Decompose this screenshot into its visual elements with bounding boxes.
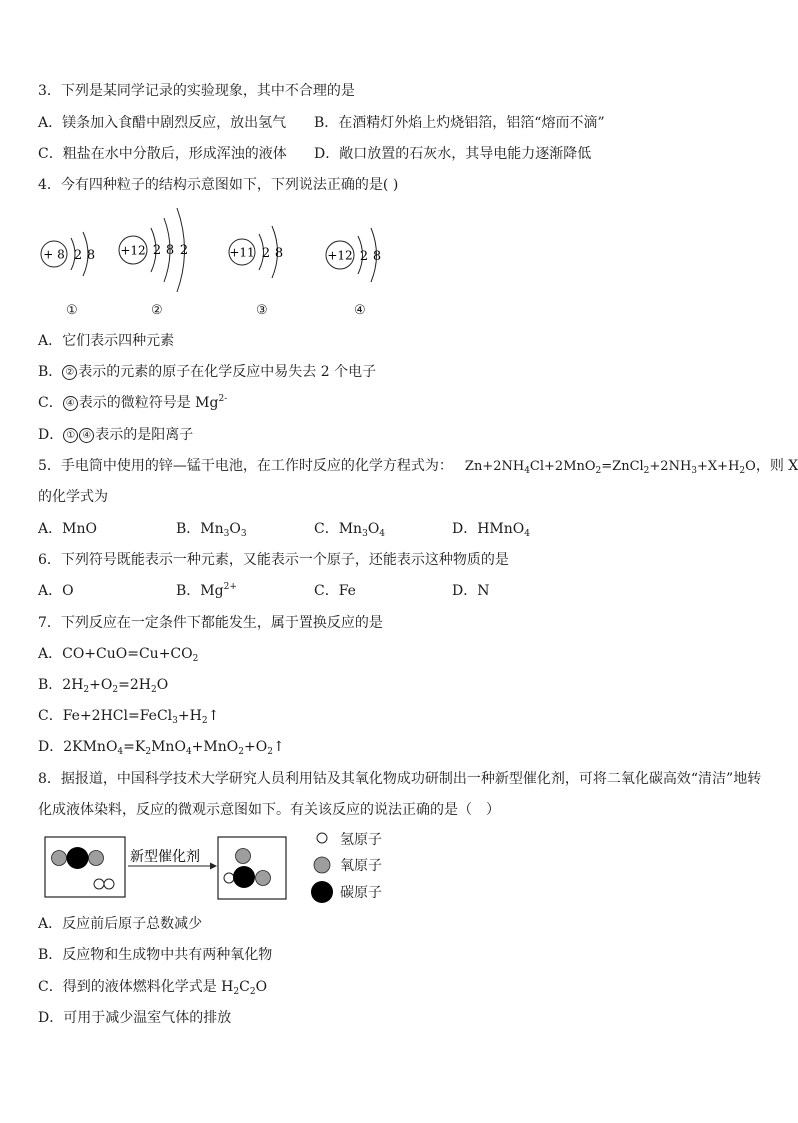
q7-option-a: A．$CO+CuO=Cu+CO_2$ (38, 646, 199, 664)
chemical-equation: $Zn+2NH_4Cl+2MnO_2=ZnCl_2+2NH_3+X+H_2O$ (464, 459, 756, 476)
q5-stem: 5．手电筒中使用的锌—锰干电池，在工作时反应的化学方程式为： $Zn+2NH_4Cl+2MnO_2=ZnCl_2+2NH_3+X+H_2O$，则 X (38, 458, 798, 476)
q5-option-b: B．$Mn_3O_3$ (176, 521, 247, 539)
structure-diagram-2 (119, 208, 188, 292)
shell-count: 8 (86, 248, 96, 263)
q8-stem-line2: 化成液体染料，反应的微观示意图如下。有关该反应的说法正确的是（ ） (38, 802, 500, 818)
q7-option-c: C．$Fe+2HCl=FeCl_3+H_2↑$ (38, 708, 220, 726)
circled-number: ④ (63, 396, 78, 411)
q6-option-b: B．$Mg^{2+}$ (176, 582, 237, 599)
structure-diagram-3 (229, 226, 283, 278)
q8-option-b: B．反应物和生成物中共有两种氧化物 (38, 947, 273, 963)
q7-option-b: B．$2H_2+O_2=2H_2O$ (38, 677, 169, 695)
q3-option-a: A．镁条加入食醋中剧烈反应，放出氢气 (38, 115, 287, 131)
q5-stem-line2: 的化学式为 (38, 489, 108, 505)
shell-count: 2 (359, 249, 369, 264)
reactant-box (45, 837, 125, 897)
diagram-label-1: ① (66, 303, 78, 318)
nucleus-label: +12 (120, 243, 146, 258)
q8-option-d: D．可用于减少温室气体的排放 (38, 1010, 232, 1026)
oxygen-atom-icon (312, 855, 332, 875)
q6-option-d: D．N (452, 583, 490, 599)
atomic-structure-diagrams (30, 200, 410, 300)
circled-number: ④ (79, 428, 94, 443)
diagram-label-2: ② (151, 303, 163, 318)
structure-diagram-4 (326, 228, 381, 282)
shell-count: 2 (152, 243, 162, 258)
q4-option-d: D． ① ④ 表示的是阳离子 (38, 427, 194, 443)
circled-number: ② (62, 365, 77, 380)
diagram-label-3: ③ (256, 303, 268, 318)
q4-option-c: C． ④ 表示的微粒符号是 $Mg^{2-}$ (38, 394, 228, 411)
q3-option-d: D．敞口放置的石灰水，其导电能力逐渐降低 (314, 146, 592, 162)
q3-option-c: C．粗盐在水中分散后，形成浑浊的液体 (38, 146, 287, 162)
catalyst-label: 新型催化剂 (130, 849, 200, 865)
carbon-atom-icon (310, 880, 334, 904)
hydrogen-atom-icon (312, 829, 332, 849)
product-box (218, 837, 286, 899)
q8-stem-line1: 8．据报道，中国科学技术大学研究人员利用钴及其氧化物成功研制出一种新型催化剂，可将二氧化碳高效“清洁”地转 (38, 771, 762, 787)
legend-carbon: 碳原子 (312, 882, 334, 908)
q7-option-d: D．$2KMnO_4=K_2MnO_4+MnO_2+O_2↑$ (38, 739, 285, 757)
q7-stem: 7．下列反应在一定条件下都能发生，属于置换反应的是 (38, 615, 383, 631)
q6-option-a: A．O (38, 583, 74, 599)
diagram-label-4: ④ (354, 303, 366, 318)
q4-option-b: B． ② 表示的元素的原子在化学反应中易失去 2 个电子 (38, 364, 377, 380)
q3-stem: 3．下列是某同学记录的实验现象，其中不合理的是 (38, 83, 355, 99)
structure-diagram-1 (41, 232, 95, 276)
nucleus-label: +12 (327, 248, 353, 263)
shell-count: 8 (165, 243, 175, 258)
q6-option-c: C．Fe (314, 583, 356, 599)
circled-number: ① (63, 428, 78, 443)
shell-count: 8 (372, 249, 382, 264)
shell-count: 2 (261, 246, 271, 261)
q3-option-b: B．在酒精灯外焰上灼烧铝箔，铝箔“熔而不滴” (314, 115, 605, 131)
q6-stem: 6．下列符号既能表示一种元素，又能表示一个原子，还能表示这种物质的是 (38, 552, 509, 568)
q4-stem: 4．今有四种粒子的结构示意图如下，下列说法正确的是( ) (38, 177, 399, 193)
legend-hydrogen: 氢原子 (312, 829, 332, 853)
legend-oxygen: 氧原子 (312, 855, 332, 879)
co2-molecule (52, 847, 104, 869)
shell-count: 2 (179, 243, 189, 258)
shell-count: 2 (73, 248, 83, 263)
shell-count: 8 (274, 246, 284, 261)
q8-option-c: C．得到的液体燃料化学式是 $H_2C_2O$ (38, 979, 268, 997)
q8-option-a: A．反应前后原子总数减少 (38, 916, 203, 932)
product-molecule (224, 849, 271, 889)
h2-molecule (94, 879, 114, 889)
q5-option-a: A．MnO (38, 521, 97, 537)
q5-option-c: C．$Mn_3O_4$ (314, 521, 386, 539)
nucleus-label: +11 (229, 245, 255, 260)
nucleus-label: + 8 (43, 247, 65, 262)
q5-option-d: D．HMnO$_4$ (452, 521, 530, 539)
q4-option-a: A．它们表示四种元素 (38, 333, 175, 349)
reaction-micro-diagram (40, 832, 300, 902)
